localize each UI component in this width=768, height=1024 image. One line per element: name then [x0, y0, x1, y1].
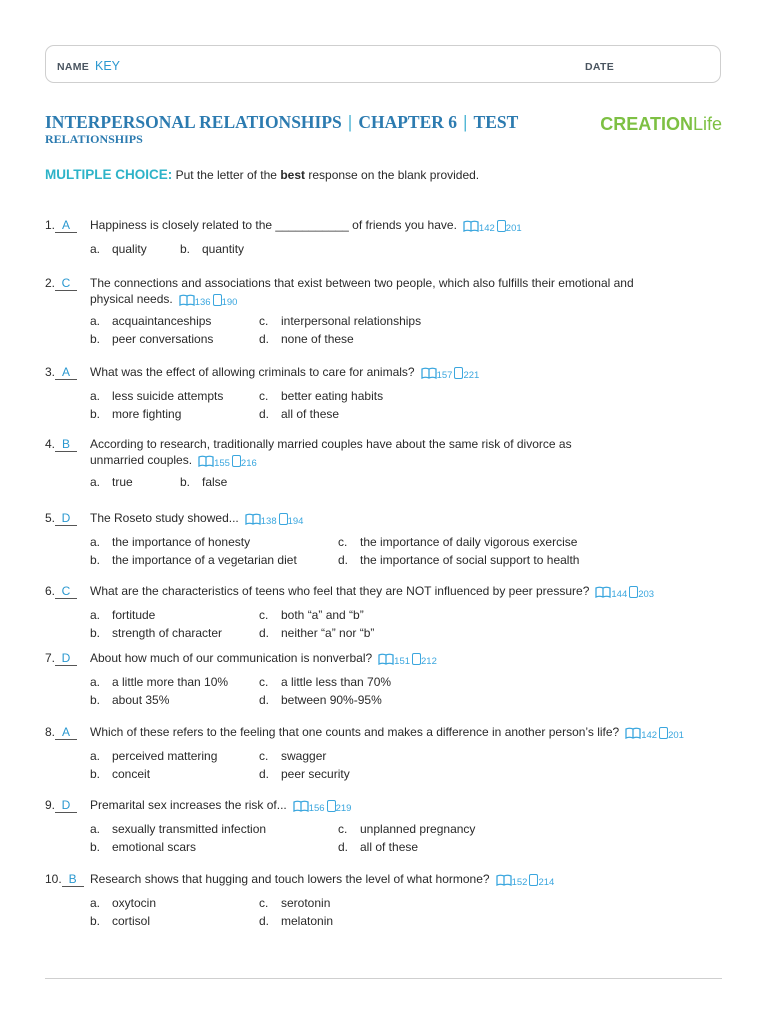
question-number-label: 10.	[45, 872, 62, 886]
answer-choices-row	[45, 895, 735, 911]
answer-choices-row	[45, 552, 735, 568]
page-reference[interactable]	[179, 294, 238, 311]
brand-word-2: Life	[692, 114, 722, 134]
option-text: false	[202, 475, 228, 489]
book-icon	[378, 653, 394, 665]
page-icon	[629, 586, 638, 598]
answer-choices-row	[45, 474, 735, 490]
book-page-number: 152	[511, 877, 528, 888]
page-reference[interactable]	[245, 513, 304, 530]
page-reference[interactable]	[293, 800, 352, 817]
question-text	[90, 436, 615, 472]
option-letter: a.	[90, 535, 101, 549]
option-text: more fighting	[112, 407, 182, 421]
answer-option	[90, 839, 196, 855]
question-number	[45, 510, 90, 530]
option-letter: b.	[90, 767, 101, 781]
option-letter: a.	[90, 749, 101, 763]
option-text: quality	[112, 242, 147, 256]
answer-option	[259, 607, 364, 623]
question-stem	[45, 871, 735, 891]
option-text: the importance of social support to health	[360, 553, 580, 567]
option-letter: d.	[259, 693, 270, 707]
digital-page-number: 214	[538, 877, 555, 888]
option-text: perceived mattering	[112, 749, 218, 763]
answer-option	[259, 674, 391, 690]
question-text	[90, 871, 735, 891]
option-letter: b.	[90, 407, 101, 421]
question-number	[45, 583, 90, 603]
book-icon	[198, 455, 214, 467]
page-icon	[213, 294, 222, 306]
answer-option	[259, 895, 330, 911]
answer-option	[90, 331, 213, 347]
question-stem	[45, 217, 735, 237]
question-number	[45, 871, 90, 891]
answer-option	[90, 821, 266, 837]
digital-page-number: 221	[463, 370, 480, 381]
answer-choices-row	[45, 607, 735, 623]
answer-choices-row	[45, 241, 735, 257]
instructions-text-end: response on the blank provided.	[305, 168, 480, 182]
option-letter: a.	[90, 314, 101, 328]
answer-option	[259, 766, 350, 782]
question-text	[90, 364, 735, 384]
answer-choices-row	[45, 313, 735, 329]
answer-option	[90, 895, 156, 911]
answer-blank[interactable]: A	[55, 365, 77, 380]
answer-option	[259, 748, 326, 764]
answer-blank[interactable]: D	[55, 798, 77, 813]
option-letter: c.	[338, 535, 348, 549]
title-test: TEST	[473, 112, 519, 132]
option-text: true	[112, 475, 133, 489]
option-letter: d.	[259, 626, 270, 640]
title-separator: |	[463, 112, 468, 132]
page-reference[interactable]	[595, 586, 654, 603]
question-text-content: According to research, traditionally married couples have about the same risk of divorce as unmarried couples.	[90, 437, 572, 467]
question-number	[45, 650, 90, 670]
answer-option	[90, 913, 150, 929]
question-item	[45, 510, 735, 568]
answer-option	[180, 474, 227, 490]
page-icon	[279, 513, 288, 525]
page-subtitle: RELATIONSHIPS	[45, 132, 143, 146]
option-text: serotonin	[281, 896, 331, 910]
question-number	[45, 217, 90, 237]
question-number-label: 5.	[45, 511, 56, 525]
option-letter: a.	[90, 242, 101, 256]
option-text: quantity	[202, 242, 245, 256]
answer-option	[259, 388, 383, 404]
option-letter: d.	[259, 767, 270, 781]
option-letter: c.	[259, 389, 269, 403]
option-text: a little less than 70%	[281, 675, 392, 689]
option-letter: d.	[259, 914, 270, 928]
option-letter: c.	[259, 608, 269, 622]
answer-blank[interactable]: C	[55, 584, 77, 599]
question-text-content: Happiness is closely related to the ___________ of friends you have.	[90, 218, 457, 232]
instructions	[45, 167, 479, 182]
book-icon	[421, 367, 437, 379]
option-text: peer security	[281, 767, 350, 781]
book-icon	[245, 513, 261, 525]
option-letter: d.	[259, 332, 270, 346]
question-number-label: 6.	[45, 584, 56, 598]
question-text	[90, 797, 735, 817]
page-reference[interactable]	[463, 220, 522, 237]
question-stem	[45, 436, 735, 472]
book-icon	[625, 727, 641, 739]
answer-option	[338, 839, 418, 855]
question-number-label: 8.	[45, 725, 56, 739]
question-text	[90, 217, 735, 237]
option-text: oxytocin	[112, 896, 157, 910]
option-letter: c.	[259, 749, 269, 763]
answer-option	[90, 241, 147, 257]
question-item	[45, 583, 735, 641]
question-stem	[45, 275, 735, 311]
page-icon	[659, 727, 668, 739]
page-reference[interactable]	[421, 367, 480, 384]
answer-blank[interactable]: A	[55, 725, 77, 740]
answer-option	[259, 313, 421, 329]
digital-page-number: 203	[638, 589, 655, 600]
question-item	[45, 436, 735, 490]
answer-blank[interactable]: B	[62, 872, 84, 887]
option-text: acquaintanceships	[112, 314, 212, 328]
option-letter: a.	[90, 822, 101, 836]
answer-option	[90, 388, 223, 404]
page-icon	[412, 653, 421, 665]
question-stem	[45, 797, 735, 817]
answer-choices-row	[45, 406, 735, 422]
answer-choices-row	[45, 766, 735, 782]
option-text: emotional scars	[112, 840, 197, 854]
question-text	[90, 275, 660, 311]
option-letter: c.	[259, 896, 269, 910]
question-item	[45, 650, 735, 708]
question-item	[45, 275, 735, 347]
answer-option	[338, 821, 475, 837]
page-reference[interactable]	[625, 727, 684, 744]
answer-choices-row	[45, 674, 735, 690]
book-page-number: 157	[436, 370, 453, 381]
answer-option	[90, 674, 228, 690]
answer-choices-row	[45, 331, 735, 347]
digital-page-number: 201	[505, 223, 522, 234]
answer-choices-row	[45, 388, 735, 404]
book-page-number: 136	[194, 297, 211, 308]
page-reference[interactable]	[198, 455, 257, 472]
answer-blank[interactable]: D	[55, 511, 77, 526]
name-value[interactable]: KEY	[95, 59, 121, 73]
answer-option	[90, 748, 217, 764]
answer-option	[259, 331, 354, 347]
option-letter: b.	[90, 840, 101, 854]
page-reference[interactable]	[378, 653, 437, 670]
question-text-content: Research shows that hugging and touch lowers the level of what hormone?	[90, 872, 490, 886]
question-number-label: 7.	[45, 651, 56, 665]
option-text: neither “a” nor “b”	[281, 626, 375, 640]
option-text: none of these	[281, 332, 354, 346]
option-text: the importance of daily vigorous exercise	[360, 535, 578, 549]
option-text: peer conversations	[112, 332, 214, 346]
option-letter: c.	[338, 822, 348, 836]
option-letter: b.	[90, 914, 101, 928]
book-page-number: 156	[308, 803, 325, 814]
answer-option	[90, 607, 155, 623]
option-letter: a.	[90, 475, 101, 489]
question-number-label: 2.	[45, 276, 56, 290]
question-text-content: What are the characteristics of teens who feel that they are NOT influenced by peer pressure?	[90, 584, 590, 598]
option-letter: b.	[90, 693, 101, 707]
book-icon	[179, 294, 195, 306]
name-label: NAME	[57, 61, 90, 73]
book-icon	[595, 586, 611, 598]
question-number-label: 4.	[45, 437, 56, 451]
option-letter: a.	[90, 896, 101, 910]
question-text	[90, 650, 735, 670]
question-stem	[45, 583, 735, 603]
title-separator: |	[347, 112, 353, 132]
question-text-content: Which of these refers to the feeling that one counts and makes a difference in another person’s life?	[90, 725, 620, 739]
question-text-content: The connections and associations that exist between two people, which also fulfills their emotional and physical needs.	[90, 276, 634, 306]
title-chapter: CHAPTER 6	[358, 112, 457, 132]
option-text: the importance of honesty	[112, 535, 251, 549]
answer-option	[180, 241, 244, 257]
option-text: cortisol	[112, 914, 151, 928]
digital-page-number: 216	[240, 458, 257, 469]
question-text-content: Premarital sex increases the risk of...	[90, 798, 287, 812]
answer-option	[259, 625, 374, 641]
question-text	[90, 510, 735, 530]
answer-blank[interactable]: D	[55, 651, 77, 666]
question-item	[45, 217, 735, 257]
option-text: the importance of a vegetarian diet	[112, 553, 297, 567]
question-number-label: 1.	[45, 218, 56, 232]
answer-choices-row	[45, 839, 735, 855]
option-letter: b.	[180, 242, 191, 256]
answer-option	[338, 534, 577, 550]
option-letter: d.	[338, 553, 349, 567]
option-letter: a.	[90, 608, 101, 622]
answer-option	[90, 406, 181, 422]
answer-option	[90, 692, 169, 708]
option-letter: b.	[180, 475, 191, 489]
option-text: about 35%	[112, 693, 170, 707]
option-letter: b.	[90, 553, 101, 567]
question-number	[45, 364, 90, 384]
book-icon	[463, 220, 479, 232]
option-letter: b.	[90, 626, 101, 640]
question-stem	[45, 724, 735, 744]
book-icon	[293, 800, 309, 812]
answer-option	[259, 913, 333, 929]
book-page-number: 144	[611, 589, 628, 600]
answer-choices-row	[45, 625, 735, 641]
option-text: all of these	[281, 407, 340, 421]
digital-page-number: 212	[421, 656, 437, 667]
answer-option	[90, 552, 297, 568]
answer-option	[90, 313, 211, 329]
option-text: less suicide attempts	[112, 389, 224, 403]
option-text: better eating habits	[281, 389, 384, 403]
book-page-number: 155	[214, 458, 230, 469]
answer-option	[90, 766, 150, 782]
option-text: conceit	[112, 767, 151, 781]
option-text: strength of character	[112, 626, 223, 640]
book-icon	[496, 874, 512, 886]
book-page-number: 138	[260, 516, 277, 527]
question-number	[45, 275, 90, 311]
option-letter: a.	[90, 389, 101, 403]
answer-option	[259, 406, 339, 422]
book-page-number: 151	[394, 656, 411, 667]
answer-blank[interactable]: A	[55, 218, 77, 233]
question-text	[90, 724, 735, 744]
question-number-label: 9.	[45, 798, 56, 812]
option-text: unplanned pregnancy	[360, 822, 476, 836]
answer-choices-row	[45, 821, 735, 837]
option-letter: c.	[259, 314, 269, 328]
option-text: sexually transmitted infection	[112, 822, 267, 836]
brand-word-1: CREATION	[600, 114, 693, 134]
option-letter: a.	[90, 675, 101, 689]
instructions-text: Put the letter of the	[172, 168, 281, 182]
page-reference[interactable]	[496, 874, 555, 891]
question-number	[45, 436, 90, 472]
answer-option	[90, 474, 133, 490]
question-stem	[45, 364, 735, 384]
answer-option	[259, 692, 382, 708]
question-text-content: The Roseto study showed...	[90, 511, 239, 525]
page-icon	[497, 220, 506, 232]
question-text-content: About how much of our communication is nonverbal?	[90, 651, 373, 665]
book-page-number: 142	[641, 730, 658, 741]
option-text: interpersonal relationships	[281, 314, 422, 328]
answer-blank[interactable]: C	[55, 276, 77, 291]
answer-blank[interactable]: B	[55, 437, 77, 452]
digital-page-number: 194	[287, 516, 304, 527]
digital-page-number: 219	[335, 803, 352, 814]
name-date-box	[45, 45, 721, 83]
title-course: INTERPERSONAL RELATIONSHIPS	[45, 112, 342, 132]
question-item	[45, 797, 735, 855]
option-letter: c.	[259, 675, 269, 689]
page-icon	[327, 800, 336, 812]
question-number	[45, 797, 90, 817]
option-text: swagger	[281, 749, 327, 763]
question-stem	[45, 650, 735, 670]
question-number	[45, 724, 90, 744]
answer-option	[338, 552, 579, 568]
date-label: DATE	[585, 61, 615, 73]
instructions-bold: best	[280, 168, 306, 182]
option-letter: d.	[259, 407, 270, 421]
digital-page-number: 201	[668, 730, 684, 741]
question-item	[45, 871, 735, 929]
digital-page-number: 190	[221, 297, 238, 308]
answer-choices-row	[45, 692, 735, 708]
page-title	[45, 112, 518, 133]
answer-choices-row	[45, 534, 735, 550]
brand-logo	[600, 114, 722, 135]
option-text: both “a” and “b”	[281, 608, 364, 622]
option-letter: d.	[338, 840, 349, 854]
question-item	[45, 724, 735, 782]
option-text: melatonin	[281, 914, 334, 928]
question-number-label: 3.	[45, 365, 56, 379]
question-text	[90, 583, 735, 603]
answer-option	[90, 625, 222, 641]
page-icon	[232, 455, 241, 467]
option-text: a little more than 10%	[112, 675, 229, 689]
option-text: fortitude	[112, 608, 156, 622]
answer-choices-row	[45, 913, 735, 929]
option-letter: b.	[90, 332, 101, 346]
answer-option	[90, 534, 250, 550]
question-stem	[45, 510, 735, 530]
book-page-number: 142	[478, 223, 495, 234]
option-text: between 90%-95%	[281, 693, 382, 707]
answer-choices-row	[45, 748, 735, 764]
footer-rule	[45, 978, 722, 979]
question-text-content: What was the effect of allowing criminals to care for animals?	[90, 365, 415, 379]
instructions-lead: MULTIPLE CHOICE:	[45, 167, 173, 182]
option-text: all of these	[360, 840, 419, 854]
question-item	[45, 364, 735, 422]
